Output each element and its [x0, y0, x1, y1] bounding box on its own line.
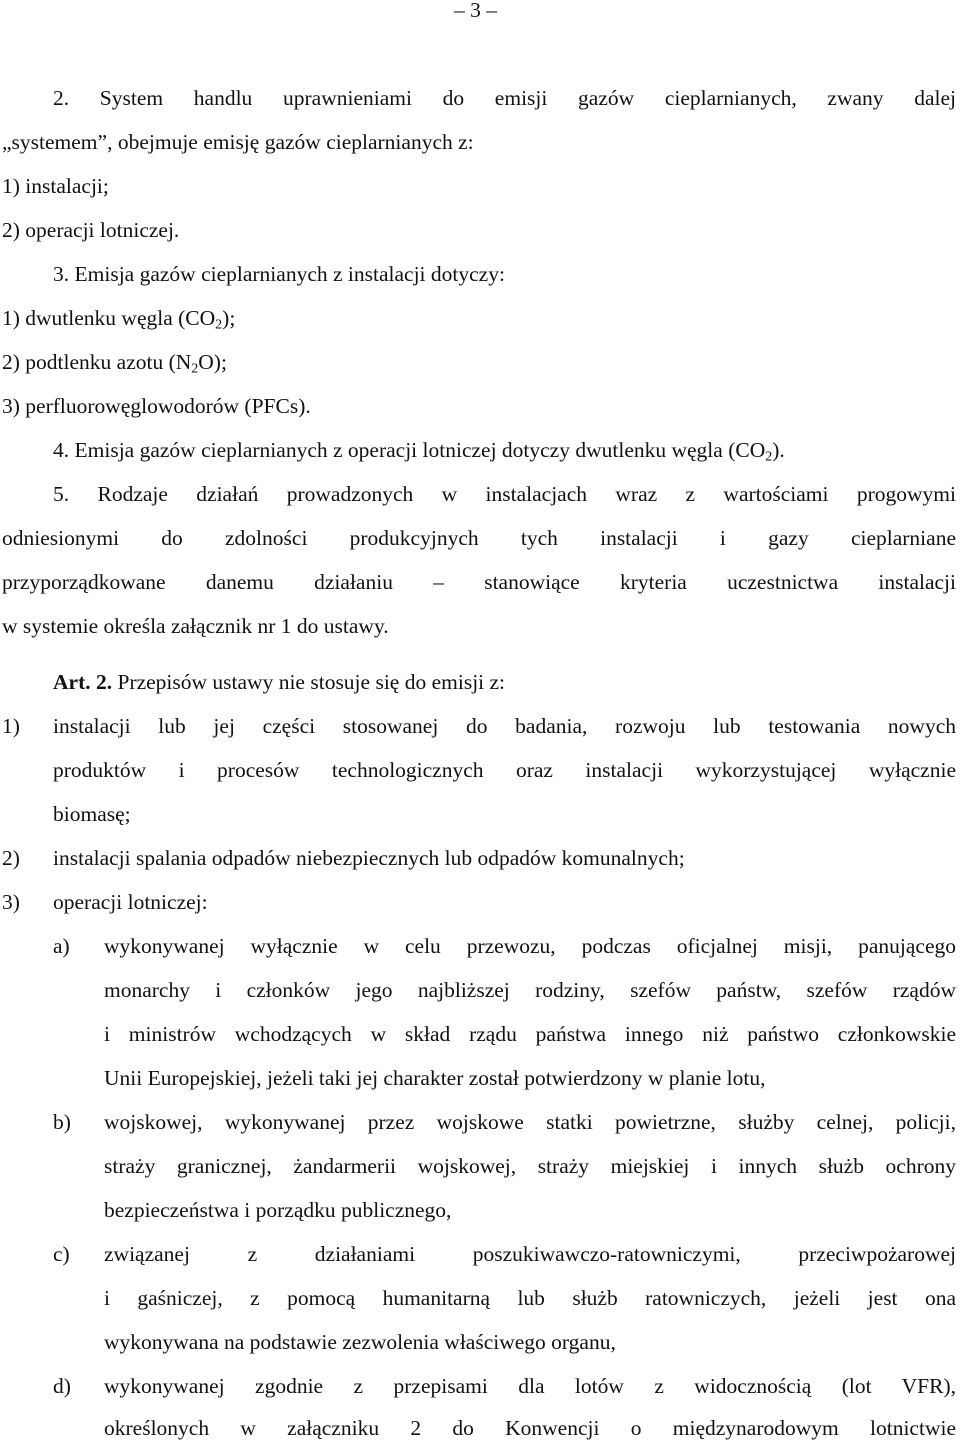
paragraph-5-line-2: odniesionymi do zdolności produkcyjnych tych instalacji i gazy cieplarniane — [2, 526, 956, 550]
letter-a-marker: a) — [53, 934, 70, 958]
paragraph-5-line-1: 5. Rodzaje działań prowadzonych w instalacjach wraz z wartościami progowymi — [53, 482, 956, 506]
letter-d-line-1: wykonywanej zgodnie z przepisami dla lotów z widocznością (lot VFR), — [104, 1374, 956, 1398]
page-number: – 3 – — [454, 0, 497, 22]
paragraph-3-item-3: 3) perfluorowęglowodorów (PFCs). — [2, 394, 311, 418]
article-item-2-line-1: instalacji spalania odpadów niebezpiecznych lub odpadów komunalnych; — [53, 846, 685, 870]
paragraph-2-line-1: 2. System handlu uprawnieniami do emisji gazów cieplarnianych, zwany dalej — [53, 86, 956, 110]
letter-d-line-2: określonych w załączniku 2 do Konwencji o międzynarodowym lotnictwie — [104, 1416, 956, 1440]
letter-c-line-1: związanej z działaniami poszukiwawczo-ratowniczymi, przeciwpożarowej — [104, 1242, 956, 1266]
paragraph-4-line-1: 4. Emisja gazów cieplarnianych z operacji lotniczej dotyczy dwutlenku węgla $(CO_2)$. — [53, 438, 785, 465]
article-item-3-number: 3) — [2, 890, 20, 914]
article-item-1-line-2: produktów i procesów technologicznych oraz instalacji wykorzystującej wyłącznie — [53, 758, 956, 782]
paragraph-5-line-4: w systemie określa załącznik nr 1 do ustawy. — [2, 614, 389, 638]
letter-a-line-3: i ministrów wchodzących w skład rządu państwa innego niż państwo członkowskie — [104, 1022, 956, 1046]
letter-b-line-3: bezpieczeństwa i porządku publicznego, — [104, 1198, 452, 1222]
paragraph-2-item-2: 2) operacji lotniczej. — [2, 218, 180, 242]
letter-c-line-3: wykonywana na podstawie zezwolenia właściwego organu, — [104, 1330, 616, 1354]
letter-a-line-4: Unii Europejskiej, jeżeli taki jej charakter został potwierdzony w planie lotu, — [104, 1066, 766, 1090]
letter-a-line-2: monarchy i członków jego najbliższej rodziny, szefów państw, szefów rządów — [104, 978, 956, 1002]
article-item-1-number: 1) — [2, 714, 20, 738]
paragraph-3-item-2: 2) podtlenku azotu $(N_2O)$; — [2, 350, 227, 377]
letter-c-marker: c) — [53, 1242, 70, 1266]
letter-b-line-1: wojskowej, wykonywanej przez wojskowe statki powietrzne, służby celnej, policji, — [104, 1110, 956, 1134]
article-item-2-number: 2) — [2, 846, 20, 870]
paragraph-5-line-3: przyporządkowane danemu działaniu – stanowiące kryteria uczestnictwa instalacji — [2, 570, 956, 594]
article-item-1-line-3: biomasę; — [53, 802, 131, 826]
paragraph-3-line-1: 3. Emisja gazów cieplarnianych z instalacji dotyczy: — [53, 262, 505, 286]
letter-b-line-2: straży granicznej, żandarmerii wojskowej, straży miejskiej i innych służb ochrony — [104, 1154, 956, 1178]
paragraph-3-item-1: 1) dwutlenku węgla $(CO_2)$; — [2, 306, 236, 333]
paragraph-2-line-2: „systemem”, obejmuje emisję gazów cieplarnianych z: — [2, 130, 474, 154]
paragraph-2-item-1: 1) instalacji; — [2, 174, 109, 198]
letter-c-line-2: i gaśniczej, z pomocą humanitarną lub służb ratowniczych, jeżeli jest ona — [104, 1286, 956, 1310]
letter-a-line-1: wykonywanej wyłącznie w celu przewozu, podczas oficjalnej misji, panującego — [104, 934, 956, 958]
article-2-heading: Art. 2. Przepisów ustawy nie stosuje się do emisji z: — [53, 670, 506, 694]
letter-d-marker: d) — [53, 1374, 71, 1398]
article-label: Art. 2. — [53, 670, 113, 694]
article-item-3-line-1: operacji lotniczej: — [53, 890, 208, 914]
article-item-1-line-1: instalacji lub jej części stosowanej do badania, rozwoju lub testowania nowych — [53, 714, 956, 738]
letter-b-marker: b) — [53, 1110, 71, 1134]
